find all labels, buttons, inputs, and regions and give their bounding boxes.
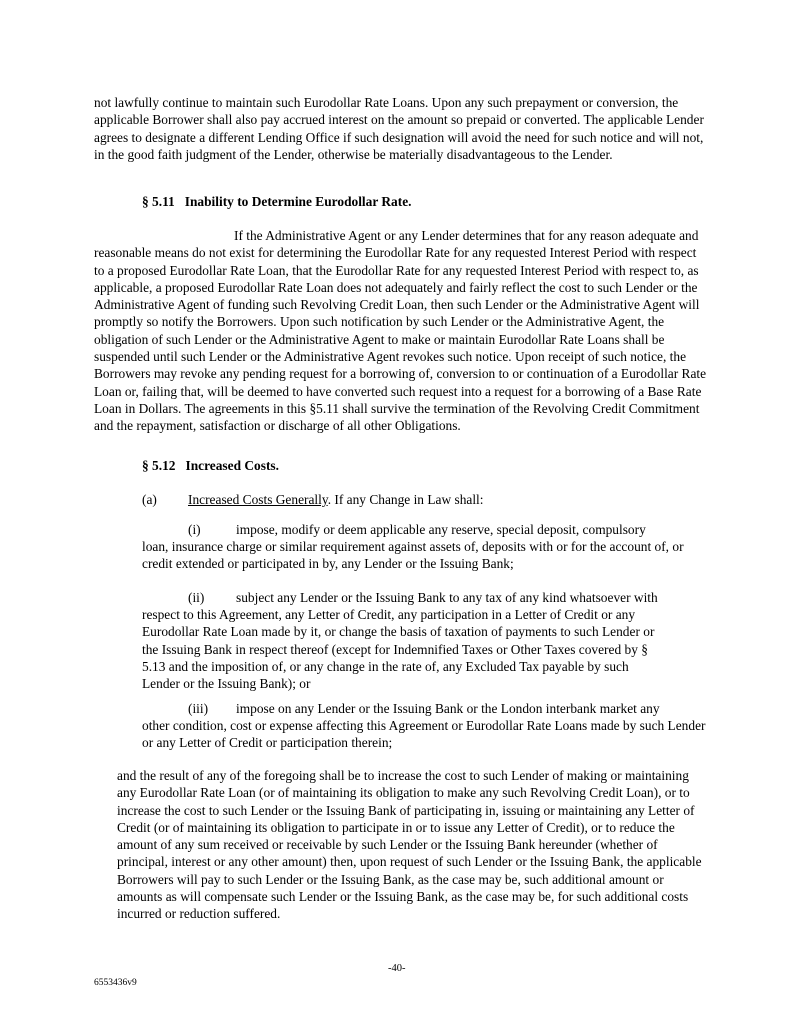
document-id: 6553436v9: [94, 978, 137, 988]
intro-paragraph: not lawfully continue to maintain such Eurodollar Rate Loans. Upon any such prepayment or conversion, the applicable Borrower shall also pay accrued interest on the amount so prepaid or converted. The applicable Lender agrees to designate a different Lending Office if such designation will avoid the need for such notice and will not, in the good faith judgment of the Lender, otherwise be materially disadvantageous to the Lender.: [94, 95, 704, 162]
item-i-label: (i): [188, 522, 201, 537]
item-i-first-line: impose, modify or deem applicable any reserve, special deposit, compulsory: [236, 522, 646, 537]
subsection-a: [142, 491, 157, 508]
section-5-12-number: § 5.12: [142, 458, 176, 473]
subsection-a-lead: . If any Change in Law shall:: [327, 492, 484, 507]
closing-paragraph: and the result of any of the foregoing shall be to increase the cost to such Lender of making or maintaining any Eurodollar Rate Loan (or of maintaining its obligation to make any such Revolving Credit Loan), or to increase the cost to such Lender or the Issuing Bank of participating in, issuing or maintaining any Letter of Credit (or of maintaining its obligation to participate in or to issue any Letter of Credit), or to reduce the amount of any sum received or receivable by such Lender or the Issuing Bank hereunder (whether of principal, interest or any other amount) then, upon request of such Lender or the Issuing Bank, the applicable Borrowers will pay to such Lender or the Issuing Bank, as the case may be, such additional amount or amounts as will compensate such Lender or the Issuing Bank, as the case may be, for such additional costs incurred or reduction suffered.: [117, 768, 702, 922]
section-5-11-heading: [142, 193, 412, 210]
subsection-a-heading: Increased Costs Generally: [188, 492, 328, 507]
section-5-11-body: If the Administrative Agent or any Lender determines that for any reason adequate and reasonable means do not exist for determining the Eurodollar Rate for any requested Interest Period with respect to a proposed Eurodollar Rate Loan, that the Eurodollar Rate for any requested Interest Period with respect to, as applicable, a proposed Eurodollar Rate Loan does not adequately and fairly reflect the cost to such Lender or the Administrative Agent of funding such Revolving Credit Loan, then such Lender or the Administrative Agent will promptly so notify the Borrowers. Upon such notification by such Lender or the Administrative Agent, the obligation of such Lender or the Administrative Agent to make or maintain Eurodollar Rate Loans shall be suspended until such Lender or the Administrative Agent revokes such notice. Upon receipt of such notice, the Borrowers may revoke any pending request for a borrowing of, conversion to or continuation of a Eurodollar Rate Loan or, failing that, will be deemed to have converted such request into a request for a borrowing of a Base Rate Loan in Dollars. The agreements in this §5.11 shall survive the termination of the Revolving Credit Commitment and the repayment, satisfaction or discharge of all other Obligations.: [94, 228, 707, 434]
section-5-12-title: Increased Costs.: [185, 458, 279, 473]
item-iii-rest: other condition, cost or expense affecting this Agreement or Eurodollar Rate Loans made by such Lender or any Letter of Credit or participation therein;: [142, 718, 706, 751]
subsection-a-text: [188, 491, 484, 508]
item-ii-label: (ii): [188, 590, 205, 605]
item-i-rest: loan, insurance charge or similar requirement against assets of, deposits with or for the account of, or credit extended or participated in by, any Lender or the Issuing Bank;: [142, 539, 684, 572]
item-ii-first-line: subject any Lender or the Issuing Bank to any tax of any kind whatsoever with: [236, 590, 658, 605]
item-iii-first-line: impose on any Lender or the Issuing Bank or the London interbank market any: [236, 701, 660, 716]
section-5-12-heading: [142, 457, 279, 474]
subsection-a-label: (a): [142, 492, 157, 507]
section-5-11-number: § 5.11: [142, 194, 175, 209]
section-5-11-title: Inability to Determine Eurodollar Rate.: [184, 194, 412, 209]
page-number: -40-: [388, 963, 406, 974]
item-ii-rest: respect to this Agreement, any Letter of Credit, any participation in a Letter of Credit or any Eurodollar Rate Loan made by it, or change the basis of taxation of payments to such Lender or the Issuing Bank in respect thereof (except for Indemnified Taxes or Other Taxes covered by § 5.13 and the imposition of, or any change in the rate of, any Excluded Tax payable by such Lender or the Issuing Bank); or: [142, 607, 655, 692]
item-iii-label: (iii): [188, 701, 209, 716]
